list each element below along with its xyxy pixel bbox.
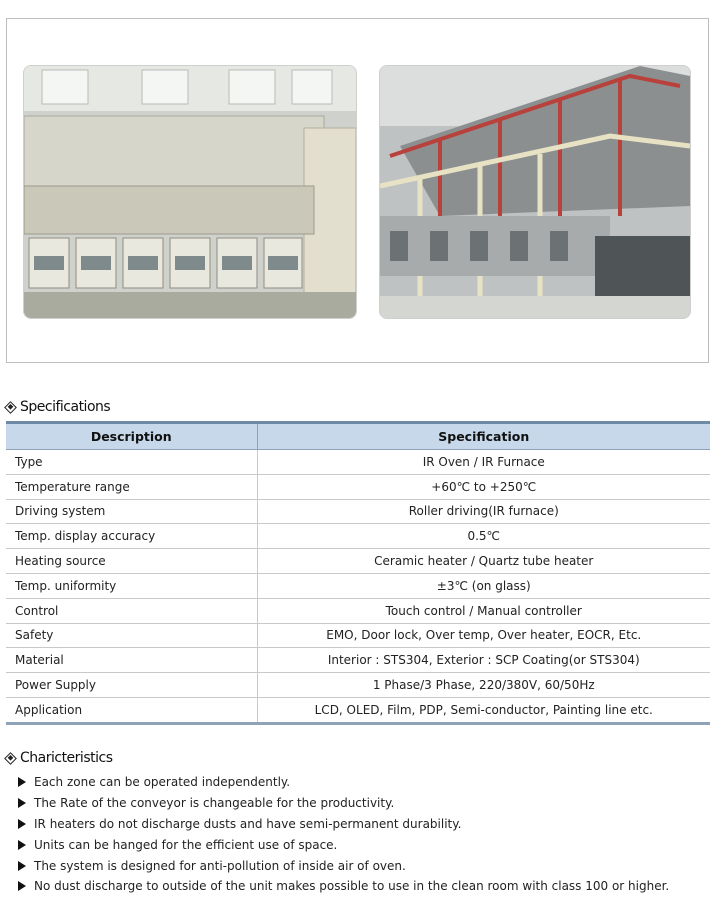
- row-label: Heating source: [6, 549, 257, 574]
- row-label: Control: [6, 598, 257, 623]
- table-row: [6, 697, 710, 723]
- table-header-row: [6, 423, 710, 450]
- row-label: Temperature range: [6, 474, 257, 499]
- row-label: Application: [6, 697, 257, 723]
- table-row: [6, 450, 710, 475]
- row-label: Temp. uniformity: [6, 573, 257, 598]
- list-item: [18, 834, 669, 855]
- triangle-bullet-icon: [18, 861, 26, 871]
- row-label: Material: [6, 648, 257, 673]
- table-row: [6, 648, 710, 673]
- column-header-description: Description: [6, 423, 257, 450]
- specifications-table: [6, 421, 710, 725]
- table-row: [6, 598, 710, 623]
- list-item: [18, 793, 669, 814]
- triangle-bullet-icon: [18, 840, 26, 850]
- characteristics-list: [18, 772, 669, 897]
- list-item-text: Units can be hanged for the efficient use of space.: [34, 837, 338, 852]
- row-value: EMO, Door lock, Over temp, Over heater, EOCR, Etc.: [257, 623, 710, 648]
- list-item-text: The system is designed for anti-pollution of inside air of oven.: [34, 858, 406, 873]
- list-item: [18, 814, 669, 835]
- diamond-bullet-icon: [4, 752, 17, 765]
- triangle-bullet-icon: [18, 881, 26, 891]
- specifications-heading: [3, 397, 110, 417]
- triangle-bullet-icon: [18, 798, 26, 808]
- diamond-bullet-icon: [4, 401, 17, 414]
- row-value: +60℃ to +250℃: [257, 474, 710, 499]
- table-row: [6, 673, 710, 698]
- row-value: LCD, OLED, Film, PDP, Semi-conductor, Painting line etc.: [257, 697, 710, 723]
- photo-gallery: [6, 18, 709, 363]
- table-row: [6, 499, 710, 524]
- list-item-text: No dust discharge to outside of the unit makes possible to use in the clean room with class 100 or higher.: [34, 879, 670, 894]
- list-item: [18, 855, 669, 876]
- row-label: Power Supply: [6, 673, 257, 698]
- row-value: Ceramic heater / Quartz tube heater: [257, 549, 710, 574]
- table-row: [6, 474, 710, 499]
- row-value: ±3℃ (on glass): [257, 573, 710, 598]
- list-item-text: The Rate of the conveyor is changeable for the productivity.: [34, 796, 395, 811]
- list-item: [18, 876, 669, 897]
- column-header-specification: Specification: [257, 423, 710, 450]
- table-row: [6, 524, 710, 549]
- ir-furnace-photo: [379, 65, 691, 319]
- table-row: [6, 573, 710, 598]
- row-value: Interior : STS304, Exterior : SCP Coating(or STS304): [257, 648, 710, 673]
- table-row: [6, 549, 710, 574]
- row-label: Driving system: [6, 499, 257, 524]
- specifications-heading-text: Specifications: [20, 399, 111, 415]
- row-value: Touch control / Manual controller: [257, 598, 710, 623]
- row-value: Roller driving(IR furnace): [257, 499, 710, 524]
- row-label: Type: [6, 450, 257, 475]
- row-label: Temp. display accuracy: [6, 524, 257, 549]
- characteristics-heading-text: Charicteristics: [20, 750, 113, 766]
- list-item-text: Each zone can be operated independently.: [34, 775, 291, 790]
- triangle-bullet-icon: [18, 777, 26, 787]
- oven-line-photo: [23, 65, 357, 319]
- row-value: IR Oven / IR Furnace: [257, 450, 710, 475]
- table-row: [6, 623, 710, 648]
- row-value: 0.5℃: [257, 524, 710, 549]
- list-item: [18, 772, 669, 793]
- list-item-text: IR heaters do not discharge dusts and have semi-permanent durability.: [34, 816, 462, 831]
- triangle-bullet-icon: [18, 819, 26, 829]
- row-label: Safety: [6, 623, 257, 648]
- characteristics-heading: [3, 748, 112, 768]
- row-value: 1 Phase/3 Phase, 220/380V, 60/50Hz: [257, 673, 710, 698]
